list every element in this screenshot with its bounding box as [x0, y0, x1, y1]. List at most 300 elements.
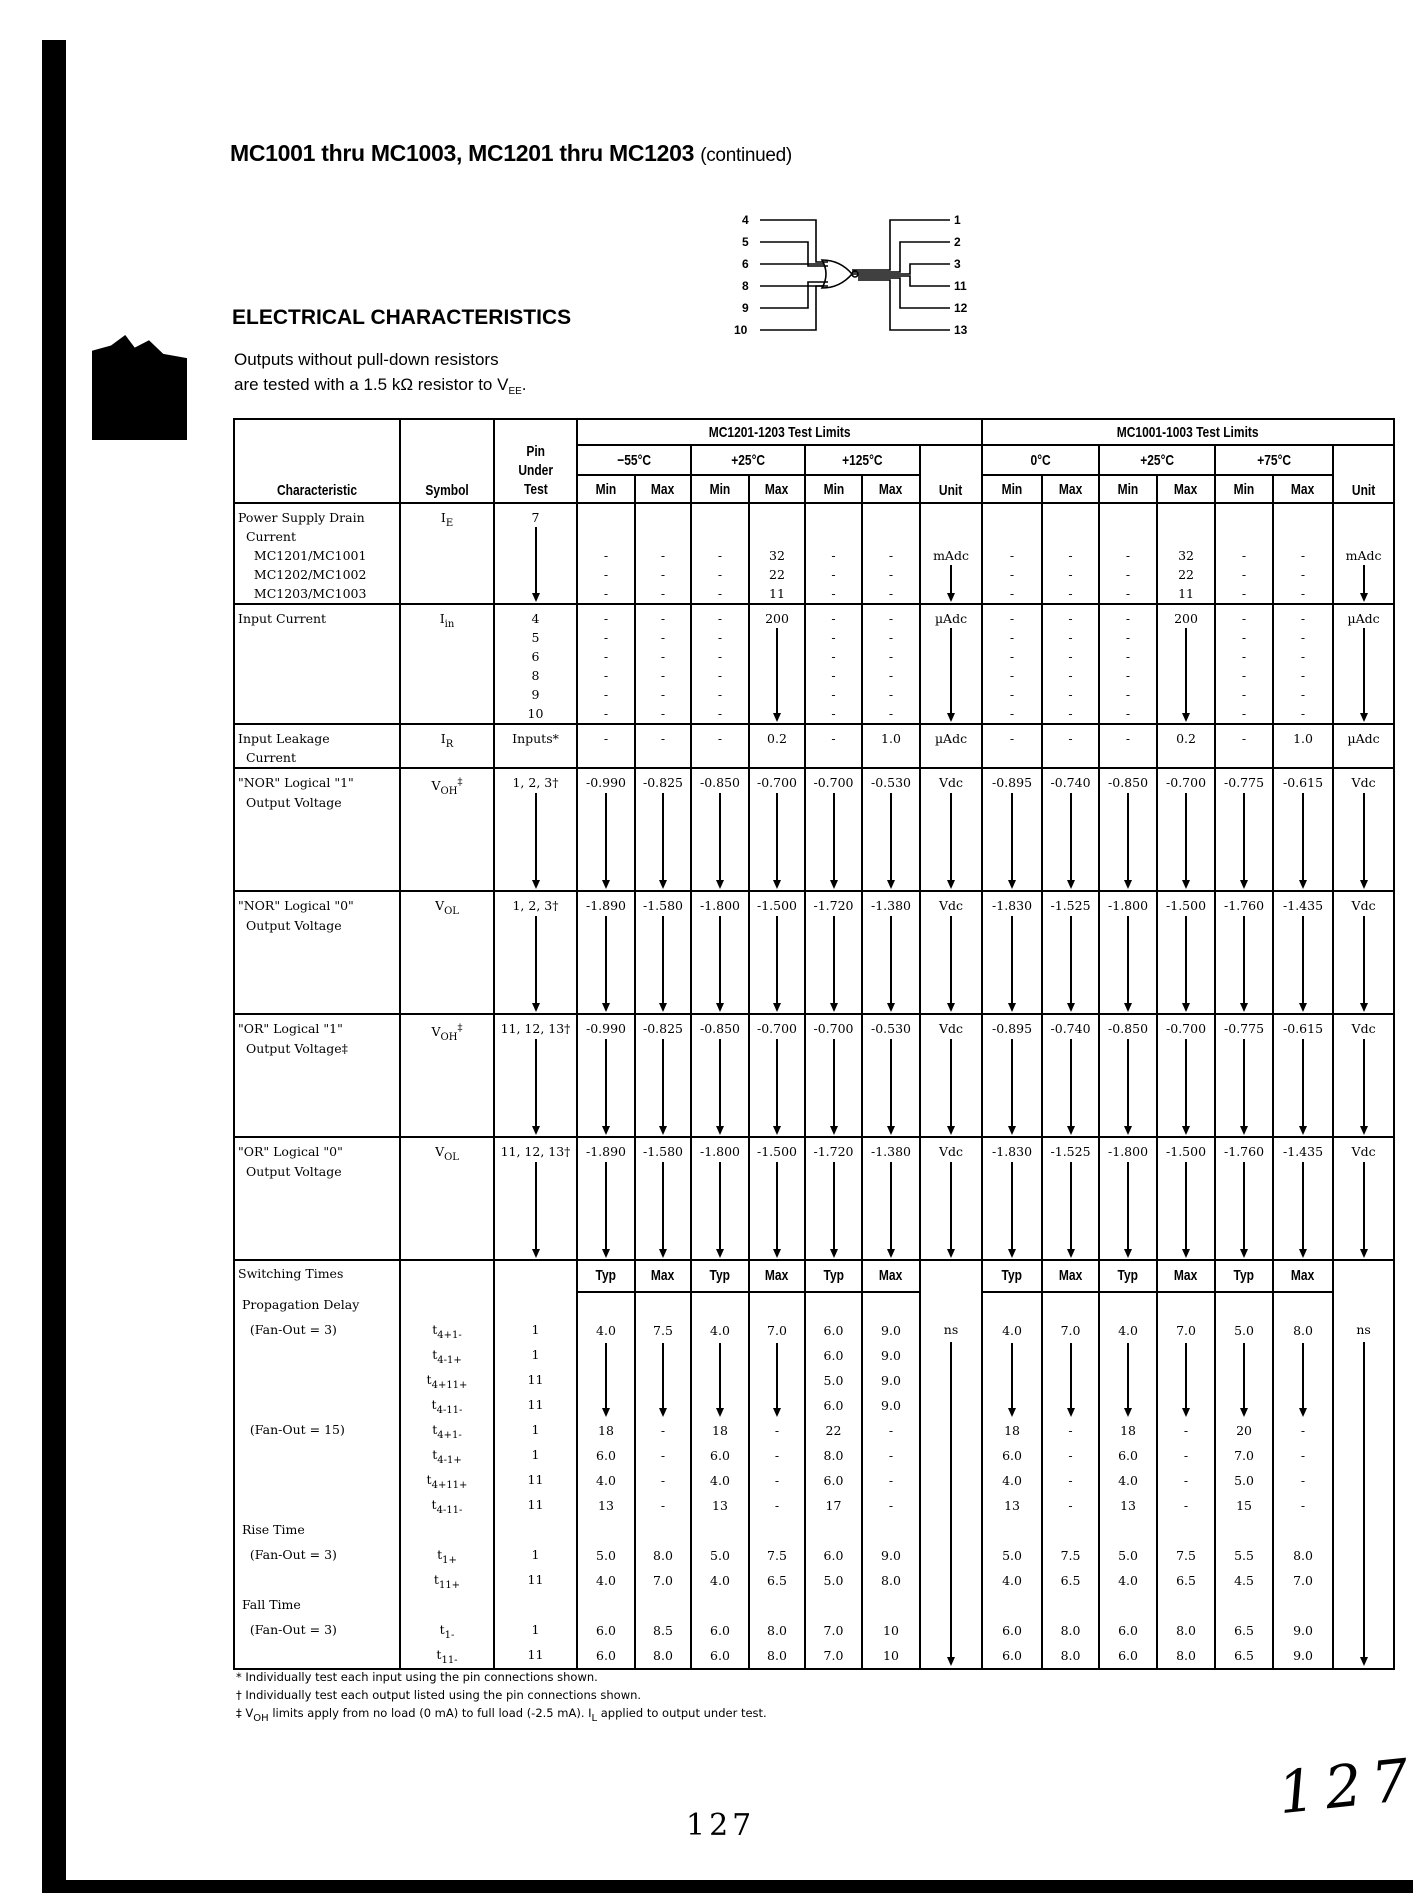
arrow-line-icon [1158, 793, 1214, 813]
arrow-line-icon [921, 1542, 981, 1567]
cell-value: 4.0 [596, 1323, 616, 1338]
cell-value: - [1068, 548, 1073, 563]
cell-value: 1 [531, 1447, 540, 1462]
cell-value: Vdc [939, 898, 964, 913]
arrow-line-icon [1274, 916, 1332, 936]
cell-value: - [1300, 567, 1306, 582]
arrow-line-icon [1274, 955, 1332, 975]
limit-cell [1273, 1137, 1333, 1260]
cell-value: 13 [1120, 1498, 1136, 1513]
cell-value: 7.0 [653, 1573, 673, 1588]
header-max: Max [1042, 475, 1099, 503]
limit-cell [1099, 891, 1157, 1014]
cell-value [235, 1367, 399, 1392]
cell-value: (Fan-Out = 3) [238, 1322, 337, 1337]
limit-cell [691, 1292, 749, 1669]
cell-value: 13 [712, 1498, 728, 1513]
cell-value [235, 1442, 399, 1467]
unit-cell [1333, 1137, 1394, 1260]
arrow-line-icon [636, 793, 690, 813]
arrow-line-icon [750, 812, 804, 832]
characteristic-cell [234, 891, 400, 1014]
table-row [234, 604, 1394, 724]
arrow-line-icon [1100, 955, 1156, 975]
cell-value: 8.0 [1060, 1648, 1081, 1663]
cell-value: -0.990 [585, 775, 626, 790]
cell-value: 17 [825, 1498, 842, 1513]
cell-value: 6.0 [710, 1648, 730, 1663]
unit-cell [920, 1137, 982, 1260]
arrow-line-icon [1274, 1343, 1332, 1368]
pin-cell [494, 1137, 577, 1260]
cell-value: -0.530 [870, 1021, 911, 1036]
cell-value [1100, 1518, 1156, 1543]
arrow-line-icon [1334, 955, 1393, 975]
arrow-line-icon [578, 955, 634, 975]
cell-value: - [888, 611, 894, 626]
limit-cell [691, 1137, 749, 1260]
arrow-line-icon [636, 1343, 690, 1368]
arrow-line-icon [863, 1039, 919, 1059]
cell-value [235, 1467, 399, 1492]
typ-max-header [1273, 1260, 1333, 1292]
cell-value: - [603, 668, 609, 683]
limit-cell [577, 503, 635, 604]
cell-value: Output Voltage‡ [238, 1040, 348, 1056]
cell-value: - [1068, 586, 1073, 601]
arrow-line-icon [1216, 1201, 1272, 1221]
pin-cell [494, 604, 577, 724]
cell-value: -1.380 [870, 1144, 911, 1159]
arrow-line-icon [1100, 1058, 1156, 1078]
cell-value: - [1183, 1448, 1189, 1463]
cell-value: 8.0 [881, 1573, 901, 1588]
unit-cell [1333, 724, 1394, 768]
arrow-head-icon [1043, 1393, 1098, 1418]
arrow-line-icon [921, 1592, 981, 1617]
limit-cell [635, 768, 691, 891]
arrow-line-icon [806, 832, 861, 852]
arrow-line-icon [1100, 1181, 1156, 1201]
cell-value [578, 1518, 634, 1543]
arrow-line-icon [921, 1039, 981, 1059]
cell-value: -1.830 [992, 898, 1033, 913]
cell-value: - [717, 687, 723, 702]
header-max: Max [765, 1267, 789, 1284]
arrow-line-icon [578, 793, 634, 813]
cell-value: -1.580 [642, 898, 683, 913]
cell-value: 200 [765, 611, 789, 626]
symbol: $t_{4-11-}$ [431, 1397, 463, 1416]
cell-value: - [1300, 1498, 1306, 1513]
arrow-line-icon [1216, 916, 1272, 936]
limit-cell [1157, 724, 1215, 768]
cell-value [636, 527, 690, 546]
cell-value: 15 [1236, 1498, 1252, 1513]
cell-value [983, 1293, 1041, 1318]
typ-max-header [577, 1260, 635, 1292]
arrow-line-icon [806, 1039, 861, 1059]
cell-value: -1.500 [1166, 1144, 1207, 1159]
limit-cell [1042, 1137, 1099, 1260]
arrow-line-icon [692, 812, 748, 832]
header-symbol: Symbol [400, 419, 494, 503]
cell-value: µAdc [1347, 611, 1380, 626]
arrow-line-icon [636, 974, 690, 994]
cell-value: 9.0 [881, 1323, 901, 1338]
arrow-line-icon [636, 935, 690, 955]
cell-value: mAdc [933, 548, 969, 563]
switching-title-cell [234, 1260, 400, 1292]
cell-value: - [717, 668, 723, 683]
arrow-line-icon [1274, 1220, 1332, 1240]
cell-value: - [717, 548, 723, 563]
arrow-line-icon [636, 1039, 690, 1059]
section-heading: ELECTRICAL CHARACTERISTICS [232, 306, 572, 329]
cell-value: -1.800 [699, 1144, 740, 1159]
limit-cell [691, 503, 749, 604]
cell-value: - [660, 731, 666, 746]
cell-value: 0.2 [1176, 731, 1196, 746]
arrow-line-icon [921, 1442, 981, 1467]
symbol-cell [400, 1137, 494, 1260]
limit-cell [691, 1014, 749, 1137]
arrow-head-icon [1158, 1393, 1214, 1418]
limit-cell [577, 724, 635, 768]
arrow-line-icon [1274, 832, 1332, 852]
cell-value: - [1009, 567, 1015, 582]
arrow-head-icon [1100, 994, 1156, 1014]
arrow-line-icon [806, 916, 861, 936]
arrow-line-icon [921, 1392, 981, 1417]
arrow-line-icon [1158, 628, 1214, 647]
cell-value [235, 1492, 399, 1517]
cell-value: 7.0 [823, 1623, 844, 1638]
arrow-line-icon [1043, 1097, 1098, 1117]
header-typ: Typ [595, 1267, 617, 1284]
pin-cell [494, 724, 577, 768]
arrow-line-icon [692, 793, 748, 813]
cell-value [983, 1518, 1041, 1543]
header-mc1001-group: MC1001-1003 Test Limits [982, 419, 1394, 445]
arrow-line-icon [921, 628, 981, 647]
cell-value: - [660, 548, 666, 563]
arrow-head-icon [983, 1393, 1041, 1418]
arrow-line-icon [750, 935, 804, 955]
cell-value: 7.0 [823, 1648, 844, 1663]
header-min: Min [805, 475, 862, 503]
arrow-line-icon [495, 1058, 576, 1078]
limit-cell [749, 1292, 805, 1669]
arrow-line-icon [1334, 1367, 1393, 1392]
arrow-line-icon [1043, 1039, 1098, 1059]
typ-max-header [805, 1260, 862, 1292]
arrow-head-icon [921, 704, 981, 723]
arrow-head-icon [1100, 1117, 1156, 1137]
cell-value: 9.0 [881, 1548, 901, 1563]
cell-value: - [717, 706, 723, 721]
arrow-head-icon [983, 994, 1041, 1014]
limit-cell [635, 724, 691, 768]
arrow-head-icon [863, 994, 919, 1014]
cell-value: 11 [527, 1397, 544, 1412]
arrow-line-icon [806, 955, 861, 975]
cell-value: - [1241, 706, 1247, 721]
limit-cell [1157, 768, 1215, 891]
arrow-line-icon [1274, 935, 1332, 955]
cell-value: (Fan-Out = 15) [238, 1422, 345, 1437]
limit-cell [862, 1292, 920, 1669]
arrow-head-icon [1100, 1393, 1156, 1418]
cell-value: 6.0 [596, 1623, 616, 1638]
cell-value: µAdc [934, 611, 968, 626]
cell-value: - [1300, 687, 1306, 702]
arrow-line-icon [983, 935, 1041, 955]
cell-value: 5.0 [596, 1548, 616, 1563]
symbol: $t_{1+}$ [437, 1547, 457, 1566]
symbol: $t_{1-}$ [439, 1622, 455, 1641]
arrow-line-icon [983, 916, 1041, 936]
symbol-cell [400, 1260, 494, 1292]
arrow-line-icon [1216, 851, 1272, 871]
arrow-line-icon [1216, 1039, 1272, 1059]
cell-value: 6.5 [1060, 1573, 1081, 1588]
arrow-line-icon [692, 1368, 748, 1393]
cell-value: 9.0 [1293, 1623, 1313, 1638]
cell-value: -1.800 [699, 898, 740, 913]
cell-value: - [774, 1498, 780, 1513]
cell-value: 9 [531, 687, 540, 702]
arrow-line-icon [750, 1368, 804, 1393]
cell-value: 6.0 [823, 1348, 844, 1363]
cell-value [495, 1517, 576, 1542]
limit-cell [635, 503, 691, 604]
arrow-line-icon [636, 832, 690, 852]
arrow-line-icon [983, 793, 1041, 813]
arrow-line-icon [983, 1097, 1041, 1117]
cell-value [692, 1593, 748, 1618]
cell-value: 8.0 [823, 1448, 844, 1463]
arrow-head-icon [636, 1393, 690, 1418]
limit-cell [982, 768, 1042, 891]
header-max: Max [862, 475, 920, 503]
cell-value: - [603, 548, 609, 563]
pin-cell [494, 891, 577, 1014]
cell-value: Vdc [1351, 1021, 1376, 1036]
arrow-line-icon [1334, 1442, 1393, 1467]
arrow-line-icon [921, 1417, 981, 1442]
arrow-head-icon [1043, 1117, 1098, 1137]
arrow-line-icon [921, 1058, 981, 1078]
cell-value: - [603, 731, 609, 746]
cell-value [1100, 508, 1156, 527]
arrow-line-icon [921, 832, 981, 852]
cell-value: - [1300, 649, 1306, 664]
cell-value: 6.0 [596, 1448, 616, 1463]
arrow-line-icon [1158, 974, 1214, 994]
cell-value: "NOR" Logical "0" [238, 898, 354, 913]
header-max: Max [651, 1267, 675, 1284]
limit-cell [749, 604, 805, 724]
typ-max-header [749, 1260, 805, 1292]
arrow-head-icon [1334, 1240, 1393, 1260]
arrow-line-icon [1334, 916, 1393, 936]
cell-value: ns [1356, 1322, 1371, 1337]
symbol: $t_{4-1+}$ [432, 1347, 462, 1366]
arrow-head-icon [750, 1393, 804, 1418]
cell-value: -1.380 [870, 898, 911, 913]
arrow-line-icon [1216, 955, 1272, 975]
limit-cell [1215, 1137, 1273, 1260]
cell-value: 4.0 [596, 1573, 616, 1588]
symbol-cell [400, 503, 494, 604]
limit-cell [862, 724, 920, 768]
cell-value: - [1300, 611, 1306, 626]
limit-cell [982, 724, 1042, 768]
cell-value: 11, 12, 13† [500, 1021, 571, 1036]
right-pin-labels [954, 213, 968, 337]
arrow-line-icon [863, 1181, 919, 1201]
symbol: $t_{11-}$ [436, 1647, 458, 1666]
footnotes [236, 1668, 767, 1728]
cell-value: 5.0 [1118, 1548, 1138, 1563]
arrow-head-icon [983, 1240, 1041, 1260]
cell-value: -0.615 [1283, 775, 1324, 790]
symbol: $V_{OH}^\ddagger$ [431, 777, 463, 798]
header-max: Max [749, 475, 805, 503]
note-subscript: EE [508, 386, 522, 397]
arrow-line-icon [983, 1162, 1041, 1182]
arrow-line-icon [1334, 1342, 1393, 1367]
cell-value: - [1068, 567, 1073, 582]
cell-value: - [660, 567, 666, 582]
cell-value: 11 [1178, 586, 1194, 601]
arrow-line-icon [750, 1039, 804, 1059]
footnote: † Individually test each output listed using the pin connections shown. [236, 1688, 642, 1702]
cell-value: 7.0 [767, 1323, 787, 1338]
cell-value: 10 [527, 706, 544, 721]
pin-cell [494, 503, 577, 604]
cell-value: 6.0 [823, 1323, 844, 1338]
arrow-line-icon [1216, 935, 1272, 955]
cell-value [750, 1518, 804, 1543]
arrow-head-icon [806, 1117, 861, 1137]
header-max: Max [879, 1267, 903, 1284]
arrow-line-icon [921, 1162, 981, 1182]
cell-value [983, 1593, 1041, 1618]
cell-value: 8.0 [767, 1623, 787, 1638]
arrow-line-icon [692, 935, 748, 955]
limit-cell [1042, 1292, 1099, 1669]
arrow-line-icon [750, 1343, 804, 1368]
cell-value: - [1125, 687, 1131, 702]
cell-value [1274, 1518, 1332, 1543]
arrow-line-icon [1100, 793, 1156, 813]
arrow-line-icon [1216, 1162, 1272, 1182]
limit-cell [749, 503, 805, 604]
limit-cell [982, 604, 1042, 724]
symbol: $t_{4-11-}$ [431, 1497, 463, 1516]
cell-value: - [831, 630, 836, 645]
cell-value: 9.0 [881, 1348, 901, 1363]
limit-cell [1042, 503, 1099, 604]
arrow-line-icon [495, 793, 576, 813]
cell-value: - [1009, 706, 1015, 721]
header-max: Max [635, 475, 691, 503]
arrow-line-icon [578, 974, 634, 994]
arrow-line-icon [1043, 1058, 1098, 1078]
limit-cell [1099, 1292, 1157, 1669]
unit-cell [920, 503, 982, 604]
cell-value: - [1068, 731, 1073, 746]
cell-value: - [660, 1473, 666, 1488]
limit-cell [1273, 891, 1333, 1014]
arrow-line-icon [495, 527, 576, 546]
limit-cell [1215, 891, 1273, 1014]
arrow-line-icon [578, 812, 634, 832]
arrow-head-icon [921, 1240, 981, 1260]
arrow-line-icon [1334, 1162, 1393, 1182]
cell-value: - [1068, 1473, 1073, 1488]
arrow-head-icon [863, 871, 919, 891]
cell-value: - [1241, 567, 1247, 582]
arrow-line-icon [863, 955, 919, 975]
arrow-head-icon [495, 994, 576, 1014]
cell-value [1216, 1593, 1272, 1618]
unit-cell [920, 1260, 982, 1292]
cell-value: -1.830 [992, 1144, 1033, 1159]
cell-value: - [660, 1448, 666, 1463]
arrow-line-icon [806, 1078, 861, 1098]
arrow-line-icon [692, 955, 748, 975]
typ-max-header [1099, 1260, 1157, 1292]
cell-value: - [660, 1498, 666, 1513]
cell-value [1216, 527, 1272, 546]
unit-cell [1333, 503, 1394, 604]
limit-cell [862, 503, 920, 604]
cell-value: -1.890 [585, 1144, 626, 1159]
cell-value [578, 1293, 634, 1318]
cell-value [750, 527, 804, 546]
cell-value: -0.895 [992, 1021, 1033, 1036]
arrow-line-icon [1274, 974, 1332, 994]
cell-value [1158, 1293, 1214, 1318]
cell-value: -0.740 [1050, 775, 1091, 790]
cell-value [863, 527, 919, 546]
cell-value: - [888, 1498, 894, 1513]
characteristic-cell [234, 1292, 400, 1669]
limit-cell [1157, 604, 1215, 724]
arrow-line-icon [578, 1162, 634, 1182]
arrow-line-icon [1334, 1467, 1393, 1492]
arrow-line-icon [863, 832, 919, 852]
limit-cell [805, 1137, 862, 1260]
arrow-line-icon [983, 1220, 1041, 1240]
arrow-line-icon [806, 1181, 861, 1201]
arrow-line-icon [692, 974, 748, 994]
limit-cell [982, 891, 1042, 1014]
cell-value [1274, 527, 1332, 546]
cell-value: -0.700 [756, 775, 797, 790]
cell-value [578, 1593, 634, 1618]
arrow-head-icon [1274, 1393, 1332, 1418]
arrow-head-icon [1274, 1240, 1332, 1260]
arrow-line-icon [983, 1058, 1041, 1078]
cell-value: - [1300, 1473, 1306, 1488]
arrow-line-icon [750, 1097, 804, 1117]
cell-value: - [660, 668, 666, 683]
arrow-line-icon [806, 1220, 861, 1240]
